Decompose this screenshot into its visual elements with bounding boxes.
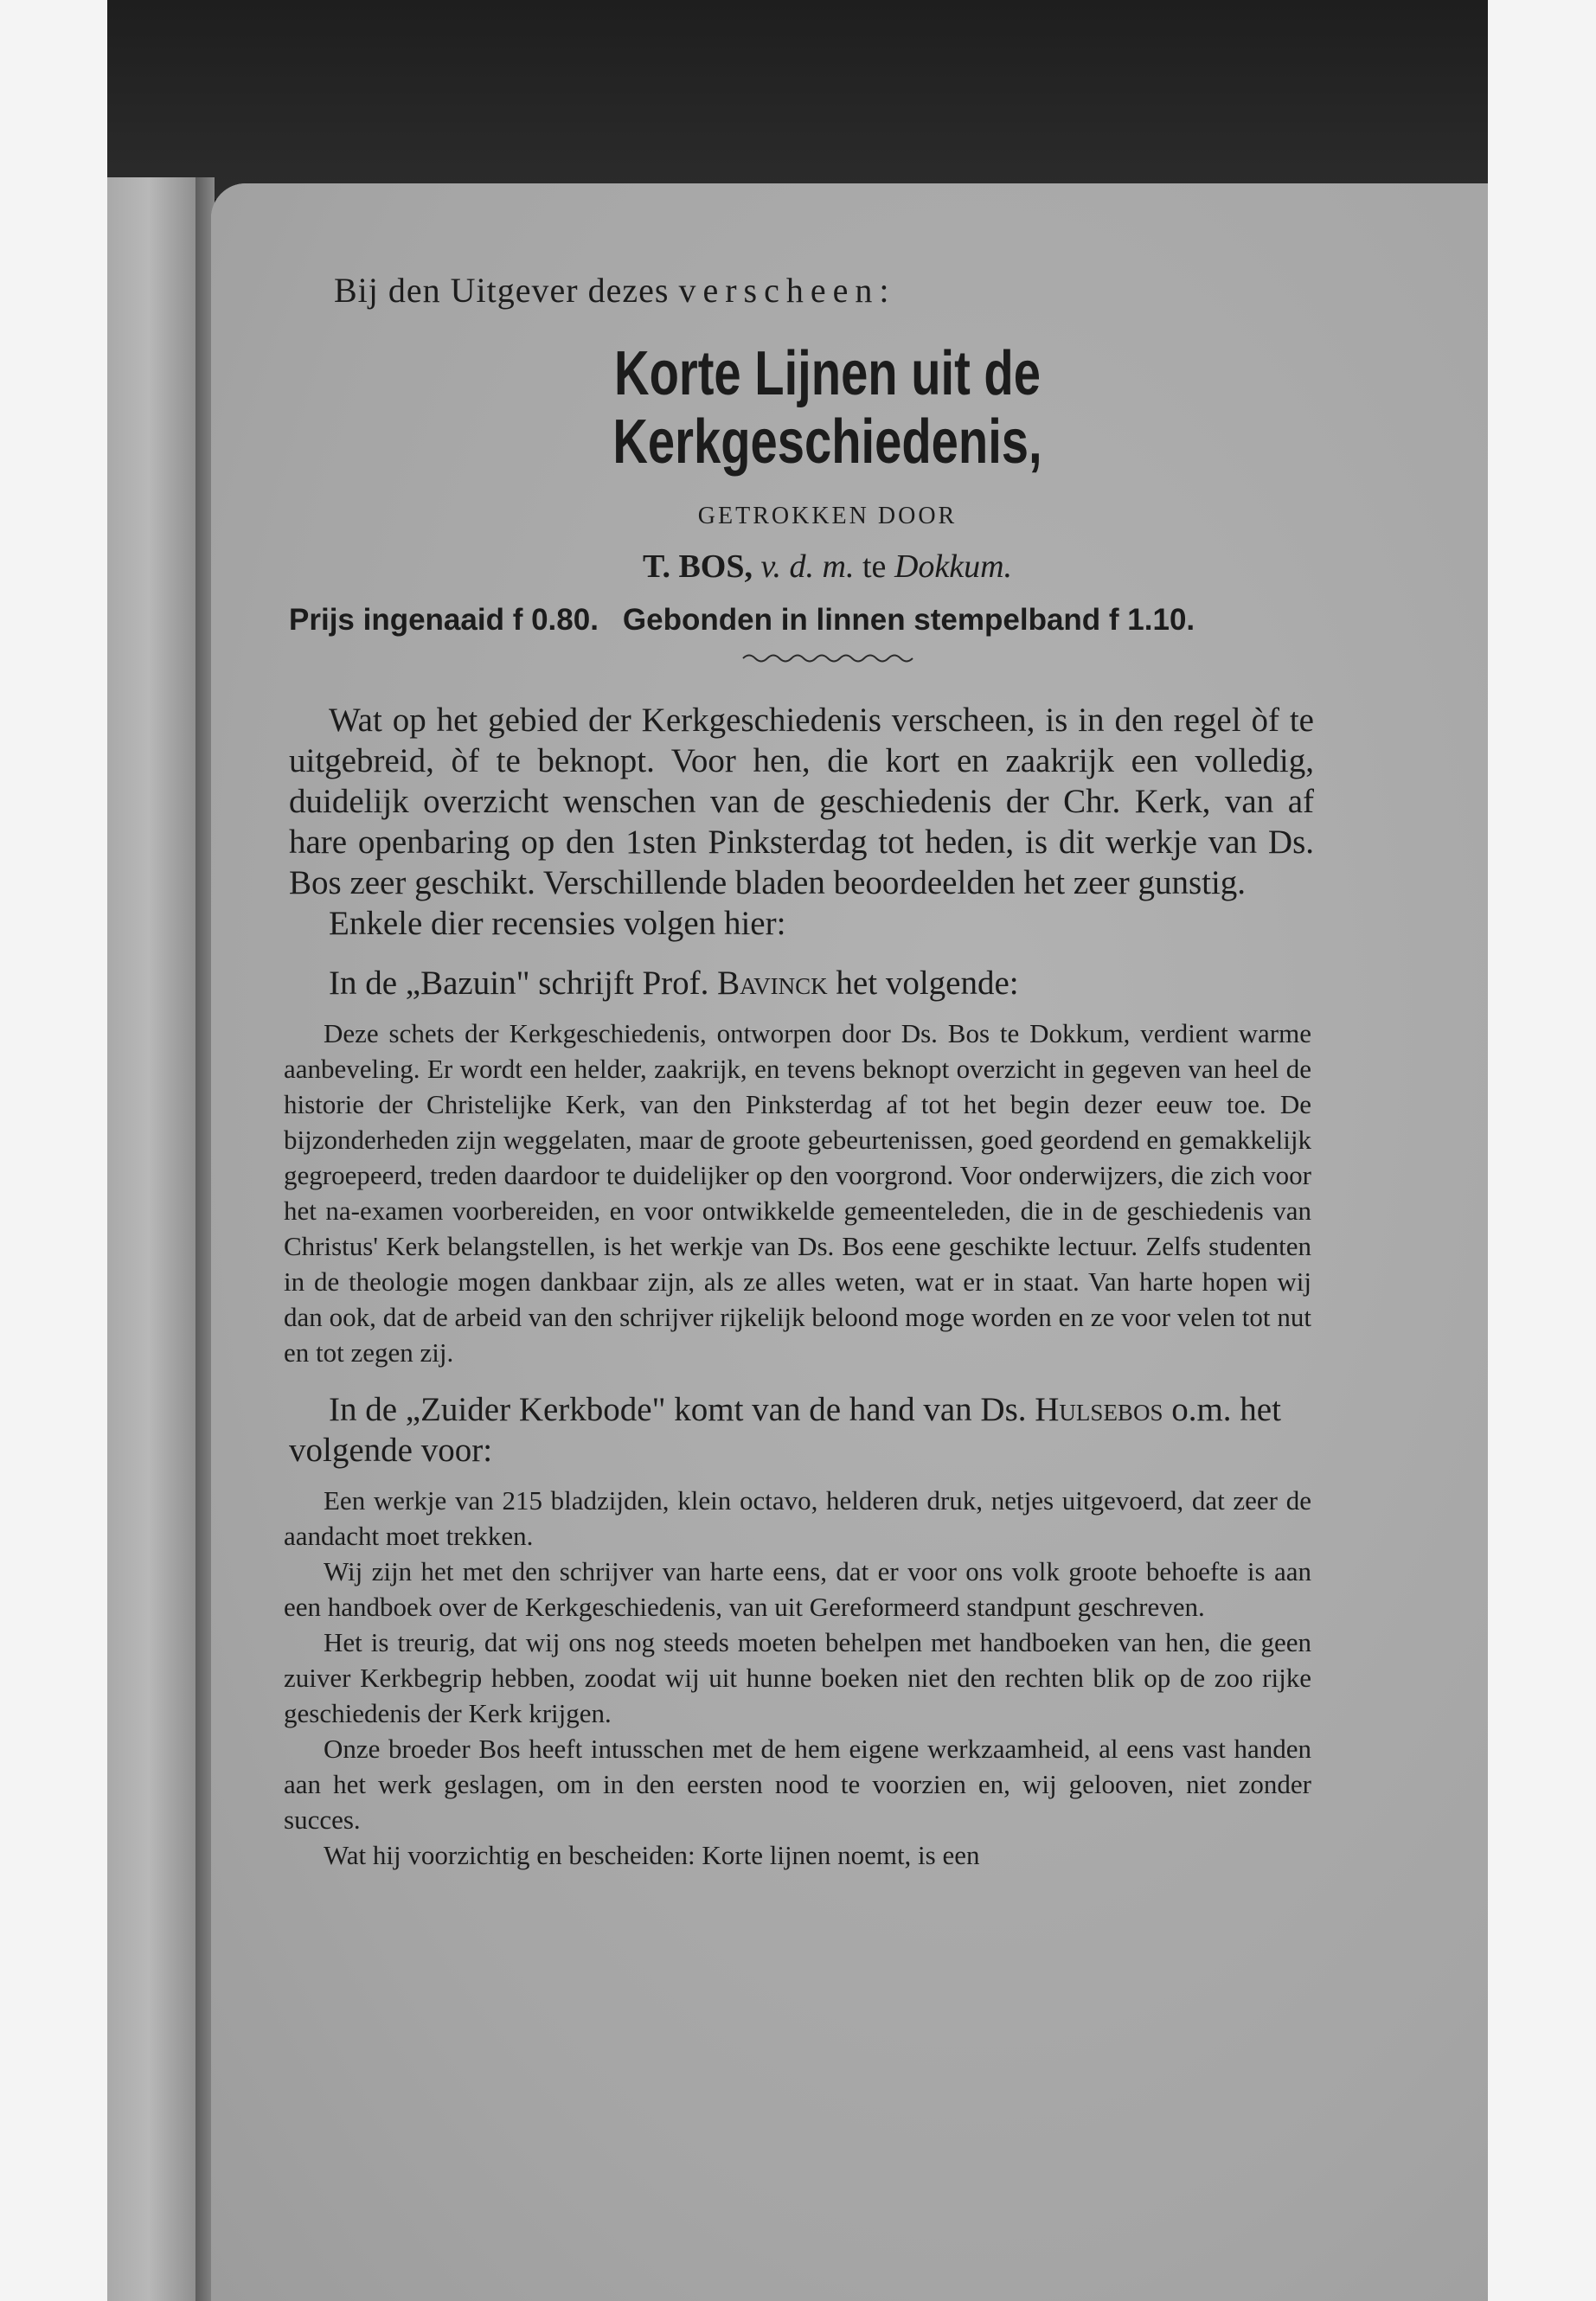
price-sewn: Prijs ingenaaid f 0.80. [289, 603, 599, 638]
price-line [289, 603, 1340, 638]
intro-paragraph: Wat op het gebied der Kerkgeschiedenis verscheen, is in den regel òf te uitgebreid, òf te beknopt. Voor hen, die kort en zaakrijk een volledig, duidelijk overzicht wenschen van de geschiedenis der Chr. Kerk, van af hare openbaring op den 1sten Pinksterdag tot heden, is dit werkje van Ds. Bos zeer geschikt. Verschillende bladen beoordeelden het zeer gunstig. [289, 702, 1314, 902]
reviewer-name: Bavinck [717, 965, 828, 1003]
byline-label: GETROKKEN DOOR [697, 503, 958, 530]
book-title: Korte Lijnen uit de Kerkgeschiedenis, [612, 339, 1042, 478]
author-title: v. d. m. [760, 548, 855, 586]
review-intro-prefix: In de „Bazuin" schrijft Prof. [329, 965, 709, 1003]
review-paragraph: Het is treurig, dat wij ons nog steeds moeten behelpen met handboeken van hen, die geen zuiver Kerkbegrip hebben, zoodat wij uit hunne boeken niet den rechten blik op de zoo rijke geschiedenis der Kerk krijgen. [284, 1627, 1311, 1729]
review-paragraph: Onze broeder Bos heeft intusschen met de hem eigene werkzaamheid, al eens vast handen aan het werk geslagen, om in den eersten nood te voorzien en, wij gelooven, niet zonder succes. [284, 1734, 1311, 1836]
reviewer-name: Hulsebos [1035, 1391, 1163, 1429]
author-name: T. BOS, [642, 548, 753, 586]
book-page [211, 183, 1488, 2301]
review-paragraph: Deze schets der Kerkgeschiedenis, ontworpen door Ds. Bos te Dokkum, verdient warme aanbeveling. Er wordt een helder, zaakrijk, en tevens beknopt overzicht in gegeven van heel de historie der Christelijke Kerk, van den Pinksterdag af tot het begin dezer eeuw toe. De bijzonderheden zijn weggelaten, maar de groote gebeurtenissen, goed geordend en gemakkelijk gegroepeerd, treden daardoor te duidelijker op den voorgrond. Voor onderwijzers, die zich voor het na-examen voorbereiden, en voor ontwikkelde gemeenteleden, die in de geschiedenis van Christus' Kerk belangstellen, is het werkje van Ds. Bos eene geschikte lectuur. Zelfs studenten in de theologie mogen dankbaar zijn, als ze alles weten, wat er in staat. Van harte hopen wij dan ook, dat de arbeid van den schrijver rijkelijk beloond moge worden en ze voor velen tot nut en tot zegen zij. [284, 1018, 1311, 1368]
author-place-prefix: te [862, 548, 887, 586]
review-quote-zuider-kerkbode [284, 1483, 1311, 1873]
review-intro-bazuin [289, 963, 1340, 1003]
announcement-spaced-word: verscheen: [678, 271, 896, 310]
intro-line: Enkele dier recensies volgen hier: [329, 905, 786, 943]
scan-background-right [1488, 0, 1596, 2301]
author-place: Dokkum. [894, 548, 1013, 586]
publisher-announcement [334, 270, 1340, 311]
wavy-rule-icon [741, 650, 914, 667]
intro-paragraph-block [289, 700, 1314, 944]
author-line [315, 548, 1340, 586]
review-quote-bazuin [284, 1016, 1311, 1370]
review-intro-suffix: het volgende: [836, 965, 1019, 1003]
scan-background-top [0, 0, 1596, 199]
announcement-prefix: Bij den Uitgever dezes [334, 271, 670, 310]
review-intro-suffix: o.m. het volgende voor: [289, 1391, 1281, 1470]
review-paragraph: Wat hij voorzichtig en bescheiden: Korte lijnen noemt, is een [324, 1840, 980, 1871]
review-paragraph: Een werkje van 215 bladzijden, klein octavo, helderen druk, netjes uitgevoerd, dat zeer de aandacht moet trekken. [284, 1485, 1311, 1552]
price-bound: Gebonden in linnen stempelband f 1.10. [622, 603, 1195, 638]
review-paragraph: Wij zijn het met den schrijver van harte eens, dat er voor ons volk groote behoefte is aan een handboek over de Kerkgeschiedenis, van uit Gereformeerd standpunt geschreven. [284, 1556, 1311, 1623]
scan-background-left [0, 0, 107, 2301]
review-intro-prefix: In de „Zuider Kerkbode" komt van de hand van Ds. [329, 1391, 1027, 1429]
ornament-divider [315, 650, 1340, 670]
page-content [284, 270, 1340, 1873]
review-intro-zuider-kerkbode [289, 1389, 1340, 1471]
